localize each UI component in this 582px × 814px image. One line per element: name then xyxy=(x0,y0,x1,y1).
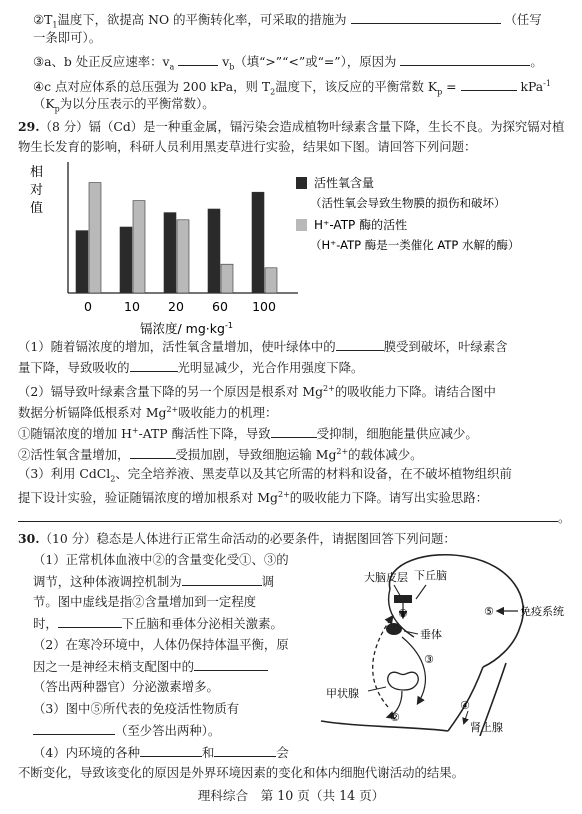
q29-p2-line3: ①随镉浓度的增加 H+-ATP 酶活性下降，导致 受抑制，细胞能量供应减少。 xyxy=(18,426,478,442)
answer-blank[interactable] xyxy=(140,743,202,757)
answer-blank[interactable] xyxy=(336,337,384,351)
q29-p2-line1: （2）镉导致叶绿素含量下降的另一个原因是根系对 $Mg^{2+}$的吸收能力下降。请结合图中 xyxy=(18,384,496,400)
y-axis-label xyxy=(30,164,43,216)
legend-label-series2: H⁺-ATP 酶的活性 xyxy=(314,218,408,232)
x-axis-label: 镉浓度/ $mg\cdot kg^{-1}$ xyxy=(140,321,233,336)
question-number: 30. xyxy=(18,531,40,546)
q28-line1: $②T_1$温度下，欲提高 NO 的平衡转化率，可采取的措施为 （任写 xyxy=(33,12,542,30)
arrow-4 xyxy=(464,711,468,723)
answer-blank[interactable] xyxy=(351,10,501,24)
label-n1: ① xyxy=(398,607,408,620)
answer-blank[interactable] xyxy=(461,77,517,91)
q30-b-line3: （答出两种器官）分泌激素增多。 xyxy=(33,679,219,694)
q29-p2-line2: 数据分析镉降低根系对 $Mg^{2+}$吸收能力的机理： xyxy=(18,405,278,421)
hypothalamus-mark xyxy=(394,595,412,603)
label-n3: ③ xyxy=(424,653,434,666)
label-n4: ④ xyxy=(460,699,470,712)
q30-b-line1: （2）在寒冷环境中，人体仍保持体温平衡，原 xyxy=(33,637,289,652)
answer-blank[interactable] xyxy=(33,721,115,735)
answer-blank[interactable] xyxy=(130,358,178,372)
answer-blank[interactable] xyxy=(194,657,268,671)
answer-blank[interactable] xyxy=(214,743,276,757)
label-n5: ⑤ xyxy=(484,605,494,618)
bar-series1-20 xyxy=(164,213,176,293)
bar-series2-100 xyxy=(265,268,277,293)
q29-p3-line1: （3）利用 CdCl$_2$、完全培养液、黑麦草以及其它所需的材料和设备，在不破坏植物组织前 xyxy=(18,466,512,484)
legend-note-series1: （活性氧会导致生物膜的损伤和破坏） xyxy=(310,196,506,210)
pituitary-shape xyxy=(386,623,402,635)
label-pituitary: 垂体 xyxy=(420,628,442,641)
legend-note-series2: （H⁺-ATP 酶是一类催化 ATP 水解的酶） xyxy=(310,238,520,252)
bar-series1-0 xyxy=(76,231,88,293)
q29-p2-line4: ②活性氧含量增加， 受损加剧，导致细胞运输 $Mg^{2+}$的载体减少。 xyxy=(18,447,423,463)
q30-b-line2: 因之一是神经末梢支配图中的 xyxy=(33,657,268,675)
q28-line3: ③a、b 处正反应速率：$v_a$ $v_b$（填“>”“<”或“=”），原因为 。 xyxy=(33,54,543,72)
q30-a-line1: （1）正常机体血液中②的含量变化受①、③的 xyxy=(33,552,289,567)
answer-blank[interactable] xyxy=(130,445,176,459)
answer-blank[interactable] xyxy=(18,508,558,522)
q30-d-line1: （4）内环境的各种 和 会 xyxy=(33,745,289,760)
q28-line5: （$K_p$为以分压表示的平衡常数）。 xyxy=(33,96,215,114)
q29-p1-line1: （1）随着镉浓度的增加，活性氧含量增加，使叶绿体中的 膜受到破坏，叶绿素含 xyxy=(18,339,508,354)
question-number: 29. xyxy=(18,119,40,134)
q28-line2: 一条即可）。 xyxy=(33,30,102,45)
bar-chart xyxy=(26,158,556,338)
bar-series1-100 xyxy=(252,192,264,293)
x-tick-label: 10 xyxy=(124,299,140,314)
bars-group xyxy=(76,183,277,293)
bar-series1-60 xyxy=(208,209,220,293)
answer-blank[interactable] xyxy=(182,572,262,586)
pointer-pituitary xyxy=(404,631,418,634)
q30-c-line1: （3）图中⑤所代表的免疫活性物质有 xyxy=(33,701,240,716)
q28-line4: ④c 点对应体系的总压强为 200 kPa，则 $T_2$温度下，该反应的平衡常数 $K_p = kPa^{-1}$ xyxy=(33,79,551,97)
tick-labels xyxy=(84,299,276,314)
label-cortex: 大脑皮层 xyxy=(364,571,408,584)
vessel-bottom xyxy=(321,721,448,731)
arrow-3 xyxy=(402,637,425,703)
x-tick-label: 0 xyxy=(84,299,92,314)
q29-p1-line2: 量下降，导致吸收的 光明显减少，光合作用强度下降。 xyxy=(18,360,364,375)
y-label-char: 值 xyxy=(30,201,44,216)
bar-series2-0 xyxy=(89,183,101,293)
thyroid-shape xyxy=(388,672,419,690)
label-hypothalamus: 下丘脑 xyxy=(414,569,447,582)
regulation-diagram xyxy=(318,551,568,736)
x-tick-label: 60 xyxy=(212,299,228,314)
q29-p3-line3: 。 xyxy=(18,508,570,526)
pointer-thyroid xyxy=(368,687,386,691)
legend-swatch-series1 xyxy=(296,177,307,189)
bar-series2-60 xyxy=(221,264,233,293)
q29-line1: 29.（8 分）镉（Cd）是一种重金属，镉污染会造成植物叶绿素含量下降，生长不良。为探究镉对植 xyxy=(18,119,565,134)
legend-swatch-series2 xyxy=(296,219,307,231)
label-n2: ② xyxy=(390,711,400,724)
x-tick-label: 20 xyxy=(168,299,184,314)
answer-blank[interactable] xyxy=(178,52,218,66)
label-immune: 免疫系统 xyxy=(520,605,564,618)
bar-series2-20 xyxy=(177,220,189,293)
answer-blank[interactable] xyxy=(58,614,122,628)
label-thyroid: 甲状腺 xyxy=(326,687,359,700)
page-footer: 理科综合 第 10 页（共 14 页） xyxy=(197,788,385,803)
answer-blank[interactable] xyxy=(400,52,530,66)
q29-p3-line2: 提下设计实验，验证随镉浓度的增加根系对 $Mg^{2+}$的吸收能力下降。请写出实验思路： xyxy=(18,490,489,506)
q30-a-line3: 节。图中虚线是指②含量增加到一定程度 xyxy=(33,594,257,609)
x-tick-label: 100 xyxy=(252,299,276,314)
bar-series2-10 xyxy=(133,201,145,293)
bar-series1-10 xyxy=(120,227,132,293)
y-label-char: 对 xyxy=(30,183,44,198)
q30-a-line4: 时， 下丘脑和垂体分泌相关激素。 xyxy=(33,616,283,631)
q30-c-line2: （至少答出两种）。 xyxy=(33,721,220,739)
label-adrenal: 肾上腺 xyxy=(470,721,503,734)
pointer-hypothalamus xyxy=(416,585,426,599)
legend-label-series1: 活性氧含量 xyxy=(314,176,375,190)
q30-d-line2: 不断变化，导致该变化的原因是外界环境因素的变化和体内细胞代谢活动的结果。 xyxy=(18,765,465,780)
answer-blank[interactable] xyxy=(271,424,317,438)
y-label-char: 相 xyxy=(30,165,44,180)
q29-line2: 物生长发育的影响，科研人员利用黑麦草进行实验，结果如下图。请回答下列问题： xyxy=(18,139,477,154)
q30-a-line2: 调节，这种体液调控机制为 调 xyxy=(33,574,275,589)
q30-line1: 30.（10 分）稳态是人体进行正常生命活动的必要条件，请据图回答下列问题： xyxy=(18,531,456,546)
